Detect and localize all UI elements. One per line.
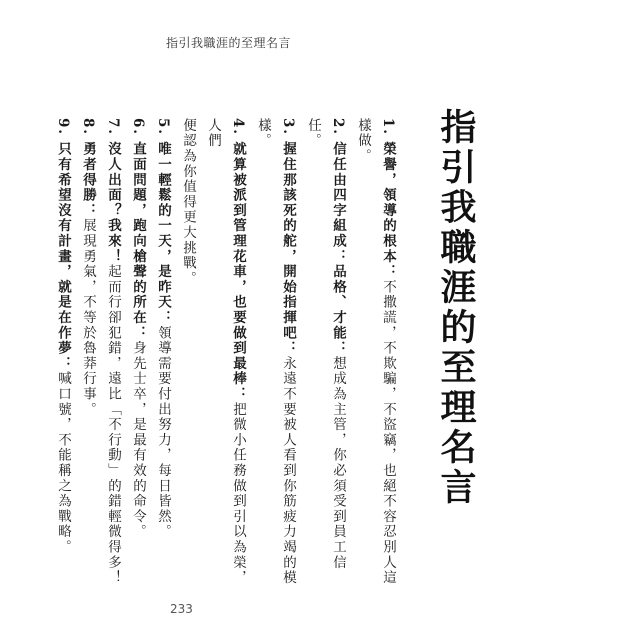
list-item-continuation [175,118,200,588]
running-head: 指引我職涯的至理名言 [166,36,292,50]
list-item [250,118,300,588]
item-number: 6. [130,118,146,136]
item-text: 把微小任務做到引以為榮，人們 [205,118,246,586]
page-number: 233 [170,602,193,616]
item-text: 不撒謊，不欺騙，不盜竊，也絕不容忍別人這樣做。 [355,118,396,586]
item-heading: 只有希望沒有計畫，就是在作夢： [55,141,71,372]
item-text: 喊口號，不能稱之為戰略。 [55,371,71,555]
list-item [100,118,125,588]
item-number: 1. [380,118,396,136]
item-number: 2. [330,118,346,136]
item-heading: 就算被派到管理花車，也要做到最棒： [230,141,246,402]
quote-list [50,118,400,588]
item-text: 永遠不要被人看到你筋疲力竭的模樣。 [255,118,296,586]
item-number: 8. [80,118,96,136]
item-number: 5. [155,118,171,136]
item-heading: 唯一輕鬆的一天，是昨天： [155,141,171,326]
list-item [50,118,75,588]
item-heading: 信任由四字組成：品格、才能： [330,141,346,356]
item-number: 3. [280,118,296,136]
item-number: 4. [230,118,246,136]
list-item [350,118,400,588]
list-item [200,118,250,588]
item-number: 7. [105,118,121,136]
item-heading: 直面問題，跑向槍聲的所在： [130,141,146,341]
item-text: 領導需要付出努力，每日皆然。 [155,325,171,540]
list-item [125,118,150,588]
item-text: 起而行卻犯錯，遠比「不行動」的錯輕微得多！ [105,264,121,586]
item-text: 便認為你值得更大挑戰。 [180,118,196,287]
item-text: 想成為主管，你必須受到員工信任。 [305,118,346,571]
item-heading: 勇者得勝： [80,141,96,219]
item-number: 9. [55,118,71,136]
item-heading: 沒人出面？我來！ [105,141,121,265]
chapter-title: 指引我職涯的至理名言 [435,108,477,508]
list-item [75,118,100,588]
list-item [300,118,350,588]
item-text: 展現勇氣，不等於魯莽行事。 [80,218,96,418]
item-text: 身先士卒，是最有效的命令。 [130,340,146,540]
item-heading: 握住那該死的舵，開始指揮吧： [280,141,296,356]
item-heading: 榮譽，領導的根本： [380,141,396,280]
list-item [150,118,175,588]
